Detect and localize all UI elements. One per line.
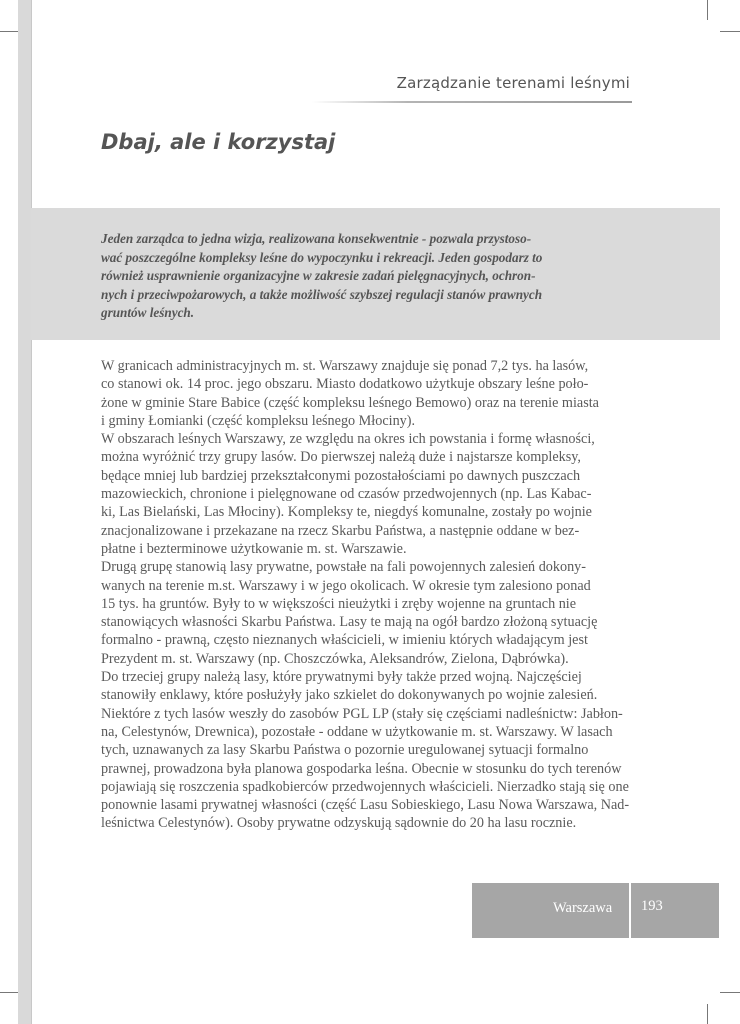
- running-header: Zarządzanie terenami leśnymi: [396, 74, 630, 92]
- body-line: znacjonalizowane i przekazane na rzecz Skarbu Państwa, a następnie oddane w bez-: [101, 522, 580, 539]
- body-line: ki, Las Bielański, Las Młociny). Kompleksy te, niegdyś komunalne, zostały po wojnie: [101, 504, 592, 521]
- body-line: leśnictwa Celestynów). Osoby prywatne odzyskują sądownie do 20 ha lasu rocznie.: [101, 815, 577, 832]
- crop-mark: [720, 31, 740, 32]
- crop-mark: [0, 992, 20, 993]
- footer-divider: [629, 883, 631, 938]
- body-line: prawnej, prowadzona była planowa gospodarka leśna. Obecnie w stosunku do tych terenów: [101, 760, 622, 777]
- lead-paragraph: [101, 230, 638, 323]
- body-line: Niektóre z tych lasów weszły do zasobów PGL LP (stały się częściami nadleśnictw: Jabłon-: [101, 705, 623, 722]
- lead-line: wać poszczególne kompleksy leśne do wypoczynku i rekreacji. Jeden gospodarz to: [101, 249, 543, 265]
- body-line: będące mniej lub bardziej przekształconymi pozostałościami po dawnych puszczach: [101, 467, 581, 484]
- body-line: formalno - prawną, często nieznanych właścicieli, w imieniu których władającym jest: [101, 632, 588, 649]
- body-line: 15 tys. ha gruntów. Były to w większości nieużytki i zręby wojenne na gruntach nie: [101, 595, 577, 612]
- body-line: co stanowi ok. 14 proc. jego obszaru. Miasto dodatkowo użytkuje obszary leśne poło-: [101, 376, 589, 393]
- body-line: ponownie lasami prywatnej własności (część Lasu Sobieskiego, Lasu Nowa Warszawa, Nad-: [101, 797, 630, 814]
- body-line: stanowiących własności Skarbu Państwa. Lasy te mają na ogół bardzo złożoną sytuację: [101, 614, 598, 631]
- body-line: mazowieckich, chronione i pielęgnowane od czasów przedwojennych (np. Las Kabac-: [101, 486, 592, 503]
- lead-line: gruntów leśnych.: [101, 305, 195, 320]
- body-line: Drugą grupę stanowią lasy prywatne, powstałe na fali powojennych zalesień dokony-: [101, 559, 586, 576]
- page-title: Dbaj, ale i korzystaj: [101, 130, 336, 154]
- body-line: stanowiły enklawy, które posłużyły jako szkielet do dokonywanych po wojnie zalesień.: [101, 687, 598, 704]
- body-text: [101, 357, 641, 833]
- crop-mark: [707, 1004, 708, 1024]
- body-line: na, Celestynów, Drewnica), pozostałe - oddane w użytkowanie m. st. Warszawy. W lasach: [101, 723, 613, 740]
- header-rule: [312, 101, 632, 103]
- body-line: Do trzeciej grupy należą lasy, które prywatnymi były także przed wojną. Najczęściej: [101, 669, 582, 686]
- body-line: W obszarach leśnych Warszawy, ze względu na okres ich powstania i formę własności,: [101, 431, 595, 448]
- body-line: można wyróżnić trzy grupy lasów. Do pierwszej należą duże i najstarsze kompleksy,: [101, 449, 581, 466]
- footer-section-label: Warszawa: [553, 900, 613, 916]
- body-line: i gminy Łomianki (część kompleksu leśnego Młociny).: [101, 412, 416, 429]
- body-line: pojawiają się roszczenia spadkobierców przedwojennych właścicieli. Nierzadko stają się one: [101, 778, 629, 795]
- body-line: W granicach administracyjnych m. st. Warszawy znajduje się ponad 7,2 tys. ha lasów,: [101, 358, 589, 374]
- body-line: tych, uznawanych za lasy Skarbu Państwa o pozornie uregulowanej sytuacji formalno: [101, 742, 589, 759]
- body-line: Prezydent m. st. Warszawy (np. Choszczówka, Aleksandrów, Zielona, Dąbrówka).: [101, 650, 569, 667]
- body-line: płatne i bezterminowe użytkowanie m. st. Warszawie.: [101, 540, 407, 557]
- body-line: żone w gminie Stare Babice (część kompleksu leśnego Bemowo) oraz na terenie miasta: [101, 394, 599, 411]
- page-number: 193: [641, 898, 663, 914]
- body-line: wanych na terenie m.st. Warszawy i w jego okolicach. W okresie tym zalesiono ponad: [101, 577, 591, 594]
- lead-line: Jeden zarządca to jedna wizja, realizowana konsekwentnie - pozwala przystoso-: [101, 231, 532, 246]
- page-edge-band: [18, 0, 32, 1024]
- lead-line: również usprawnienie organizacyjne w zakresie zadań pielęgnacyjnych, ochron-: [101, 268, 536, 283]
- page-edge-line: [31, 0, 32, 1024]
- crop-mark: [0, 31, 20, 32]
- crop-mark: [707, 0, 708, 20]
- crop-mark: [720, 992, 740, 993]
- lead-line: nych i przeciwpożarowych, a także możliwość szybszej regulacji stanów prawnych: [101, 286, 543, 302]
